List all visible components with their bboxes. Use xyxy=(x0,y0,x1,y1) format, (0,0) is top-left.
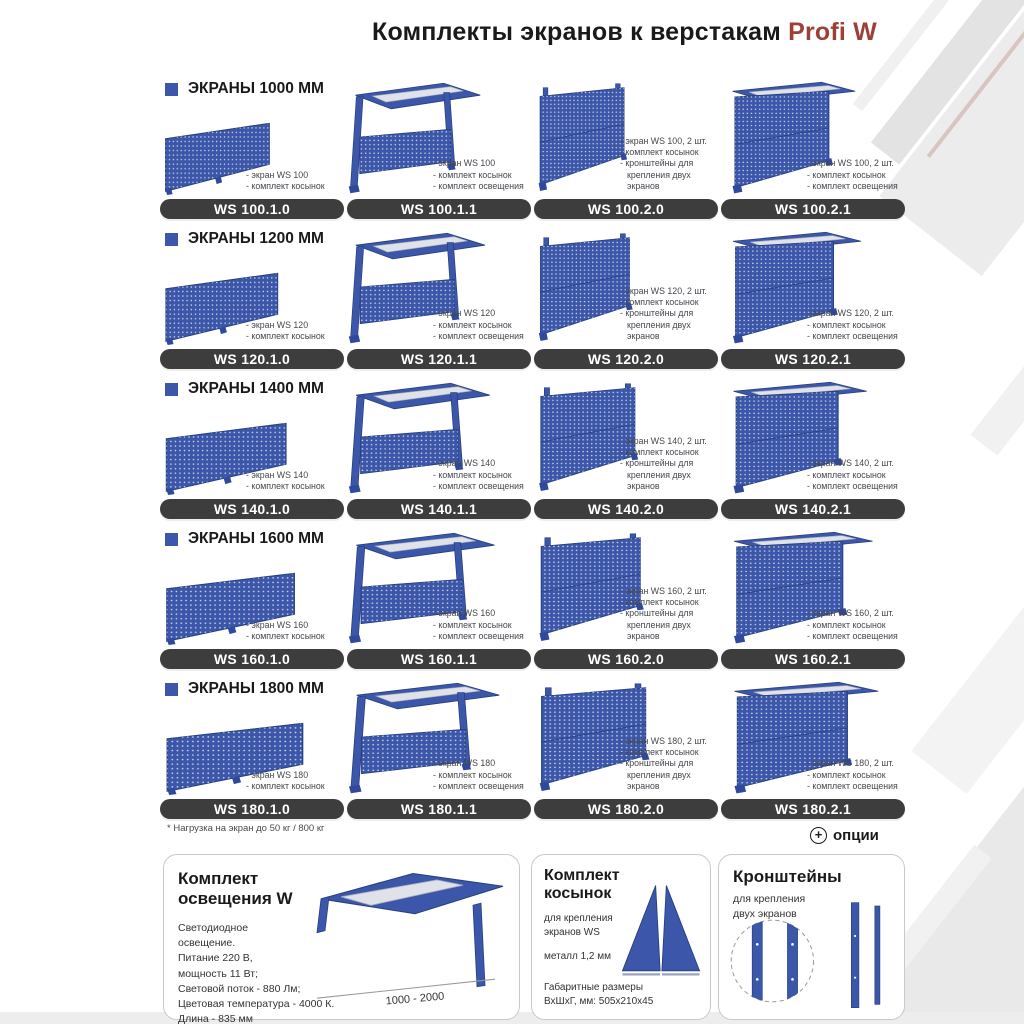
side-stripe-decoration xyxy=(971,324,1024,455)
product-feature: - экран WS 140, 2 шт. xyxy=(807,458,894,469)
product-features xyxy=(620,136,716,192)
model-label: WS 100.2.0 xyxy=(534,199,718,219)
product-card-WS-160-2-0 xyxy=(534,528,718,669)
product-feature: - комплект косынок xyxy=(620,597,699,607)
product-card-WS-180-1-1 xyxy=(347,678,531,819)
product-feature: - экран WS 180, 2 шт. xyxy=(807,758,894,769)
product-feature: - комплект освещения xyxy=(807,630,898,641)
product-features xyxy=(433,608,529,642)
product-card-WS-120-1-0 xyxy=(160,228,344,369)
model-label: WS 140.1.0 xyxy=(160,499,344,519)
model-label: WS 160.2.0 xyxy=(534,649,718,669)
model-label: WS 160.1.0 xyxy=(160,649,344,669)
product-features xyxy=(620,586,716,642)
product-feature: - экран WS 180, 2 шт. xyxy=(620,735,707,746)
product-feature: - экран WS 120, 2 шт. xyxy=(620,285,707,296)
product-feature: - кронштейны для крепления двух экранов xyxy=(620,158,694,191)
product-feature: - комплект освещения xyxy=(433,480,524,491)
product-features xyxy=(246,170,342,193)
options-label-text: опции xyxy=(833,827,879,844)
brackets-description: для крепления двух экранов xyxy=(733,892,806,920)
product-feature: - комплект косынок xyxy=(807,169,886,180)
product-feature: - комплект освещения xyxy=(433,180,524,191)
product-features xyxy=(246,770,342,793)
product-card-WS-120-2-1 xyxy=(721,228,905,369)
product-features xyxy=(807,758,903,792)
option-box-lighting-kit xyxy=(163,854,520,1024)
model-label: WS 100.2.1 xyxy=(721,199,905,219)
product-card-WS-140-1-0 xyxy=(160,378,344,519)
section-heading-text: ЭКРАНЫ 1600 ММ xyxy=(188,530,324,547)
product-feature: - комплект освещения xyxy=(433,630,524,641)
gusset-kit-specs: для крепления экранов WS металл 1,2 мм xyxy=(544,912,613,962)
gusset-kit-dimensions: Габаритные размеры ВхШхГ, мм: 505х210х45 xyxy=(544,982,654,1007)
product-card-WS-120-1-1 xyxy=(347,228,531,369)
product-features xyxy=(807,308,903,342)
product-card-WS-180-1-0 xyxy=(160,678,344,819)
gusset-kit-title: Комплект косынок xyxy=(544,867,620,903)
load-footnote: * Нагрузка на экран до 50 кг / 800 кг xyxy=(167,823,325,834)
product-feature: - экран WS 140 xyxy=(433,458,496,469)
product-feature: - экран WS 120 xyxy=(433,308,496,319)
product-feature: - комплект косынок xyxy=(246,780,325,791)
product-feature: - комплект косынок xyxy=(620,747,699,757)
product-feature: - комплект освещения xyxy=(807,180,898,191)
product-feature: - экран WS 180 xyxy=(433,758,496,769)
page-title-accent: Profi W xyxy=(788,18,877,46)
product-feature: - кронштейны для крепления двух экранов xyxy=(620,458,694,491)
model-label: WS 120.1.0 xyxy=(160,349,344,369)
product-card-WS-100-1-0 xyxy=(160,78,344,219)
gusset-kit-illustration xyxy=(618,881,704,987)
product-feature: - комплект косынок xyxy=(433,469,512,480)
product-features xyxy=(620,436,716,492)
section-heading-text: ЭКРАНЫ 1800 ММ xyxy=(188,680,324,697)
model-label: WS 120.2.1 xyxy=(721,349,905,369)
section-heading-text: ЭКРАНЫ 1000 ММ xyxy=(188,80,324,97)
product-feature: - кронштейны для крепления двух экранов xyxy=(620,608,694,641)
product-card-WS-140-2-1 xyxy=(721,378,905,519)
product-feature: - комплект освещения xyxy=(433,330,524,341)
product-card-WS-180-2-1 xyxy=(721,678,905,819)
product-card-WS-180-2-0 xyxy=(534,678,718,819)
brackets-title: Кронштейны xyxy=(733,867,842,886)
section-heading-text: ЭКРАНЫ 1200 ММ xyxy=(188,230,324,247)
product-card-WS-100-2-0 xyxy=(534,78,718,219)
product-feature: - комплект косынок xyxy=(807,319,886,330)
product-feature: - экран WS 100, 2 шт. xyxy=(620,135,707,146)
product-feature: - комплект освещения xyxy=(807,330,898,341)
lighting-kit-specs: Светодиодное освещение. Питание 220 В, мощность 11 Вт; Световой поток - 880 Лм; Цветовая температура - 4000 К. Длина - 835 мм xyxy=(178,922,335,1024)
product-feature: - комплект косынок xyxy=(807,619,886,630)
product-feature: - кронштейны для крепления двух экранов xyxy=(620,308,694,341)
product-feature: - комплект косынок xyxy=(620,447,699,457)
product-features xyxy=(433,158,529,192)
model-label: WS 120.1.1 xyxy=(347,349,531,369)
page-title xyxy=(372,18,877,47)
model-label: WS 160.1.1 xyxy=(347,649,531,669)
section-heading-text: ЭКРАНЫ 1400 ММ xyxy=(188,380,324,397)
product-card-WS-100-1-1 xyxy=(347,78,531,219)
product-features xyxy=(246,470,342,493)
model-label: WS 140.1.1 xyxy=(347,499,531,519)
product-feature: - экран WS 120, 2 шт. xyxy=(807,308,894,319)
product-features xyxy=(433,308,529,342)
product-features xyxy=(807,158,903,192)
model-label: WS 180.2.0 xyxy=(534,799,718,819)
product-card-WS-120-2-0 xyxy=(534,228,718,369)
product-feature: - экран WS 140 xyxy=(246,469,309,480)
product-feature: - комплект косынок xyxy=(807,469,886,480)
product-feature: - комплект косынок xyxy=(433,319,512,330)
model-label: WS 180.1.0 xyxy=(160,799,344,819)
product-features xyxy=(620,286,716,342)
option-box-gusset-kit xyxy=(531,854,711,1020)
product-features xyxy=(807,608,903,642)
page-title-main: Комплекты экранов к верстакам xyxy=(372,18,781,46)
product-feature: - экран WS 100 xyxy=(246,169,309,180)
product-feature: - комплект косынок xyxy=(807,769,886,780)
side-stripe-decoration xyxy=(911,546,1024,794)
options-label xyxy=(810,827,879,844)
product-features xyxy=(246,320,342,343)
product-feature: - комплект косынок xyxy=(620,147,699,157)
product-card-WS-140-2-0 xyxy=(534,378,718,519)
product-image-double-screen xyxy=(534,83,634,195)
model-label: WS 160.2.1 xyxy=(721,649,905,669)
product-features xyxy=(246,620,342,643)
product-feature: - экран WS 160 xyxy=(433,608,496,619)
model-label: WS 180.1.1 xyxy=(347,799,531,819)
product-features xyxy=(433,458,529,492)
product-feature: - экран WS 180 xyxy=(246,769,309,780)
product-feature: - комплект косынок xyxy=(246,480,325,491)
model-label: WS 100.1.1 xyxy=(347,199,531,219)
product-card-WS-140-1-1 xyxy=(347,378,531,519)
product-feature: - комплект освещения xyxy=(807,780,898,791)
product-features xyxy=(807,458,903,492)
product-feature: - комплект освещения xyxy=(433,780,524,791)
product-feature: - экран WS 100 xyxy=(433,158,496,169)
product-card-WS-160-1-1 xyxy=(347,528,531,669)
model-label: WS 180.2.1 xyxy=(721,799,905,819)
option-box-brackets xyxy=(718,854,905,1020)
product-card-WS-160-1-0 xyxy=(160,528,344,669)
product-feature: - экран WS 160, 2 шт. xyxy=(620,585,707,596)
product-feature: - кронштейны для крепления двух экранов xyxy=(620,758,694,791)
model-label: WS 140.2.0 xyxy=(534,499,718,519)
product-feature: - комплект косынок xyxy=(620,297,699,307)
product-feature: - экран WS 140, 2 шт. xyxy=(620,435,707,446)
model-label: WS 120.2.0 xyxy=(534,349,718,369)
product-card-WS-100-2-1 xyxy=(721,78,905,219)
product-feature: - комплект косынок xyxy=(433,619,512,630)
product-feature: - комплект косынок xyxy=(433,769,512,780)
product-feature: - комплект освещения xyxy=(807,480,898,491)
product-feature: - экран WS 160, 2 шт. xyxy=(807,608,894,619)
product-feature: - экран WS 120 xyxy=(246,319,309,330)
product-card-WS-160-2-1 xyxy=(721,528,905,669)
product-feature: - комплект косынок xyxy=(246,330,325,341)
lighting-kit-illustration xyxy=(315,863,515,1013)
lighting-kit-dimension: 1000 - 2000 xyxy=(385,990,445,1008)
lighting-kit-title: Комплект освещения W xyxy=(178,869,293,908)
plus-icon: + xyxy=(810,827,827,844)
product-feature: - экран WS 100, 2 шт. xyxy=(807,158,894,169)
product-feature: - комплект косынок xyxy=(246,180,325,191)
product-feature: - комплект косынок xyxy=(246,630,325,641)
product-feature: - комплект косынок xyxy=(433,169,512,180)
brackets-illustration xyxy=(727,901,895,1011)
model-label: WS 100.1.0 xyxy=(160,199,344,219)
product-features xyxy=(620,736,716,792)
model-label: WS 140.2.1 xyxy=(721,499,905,519)
product-features xyxy=(433,758,529,792)
product-feature: - экран WS 160 xyxy=(246,619,309,630)
